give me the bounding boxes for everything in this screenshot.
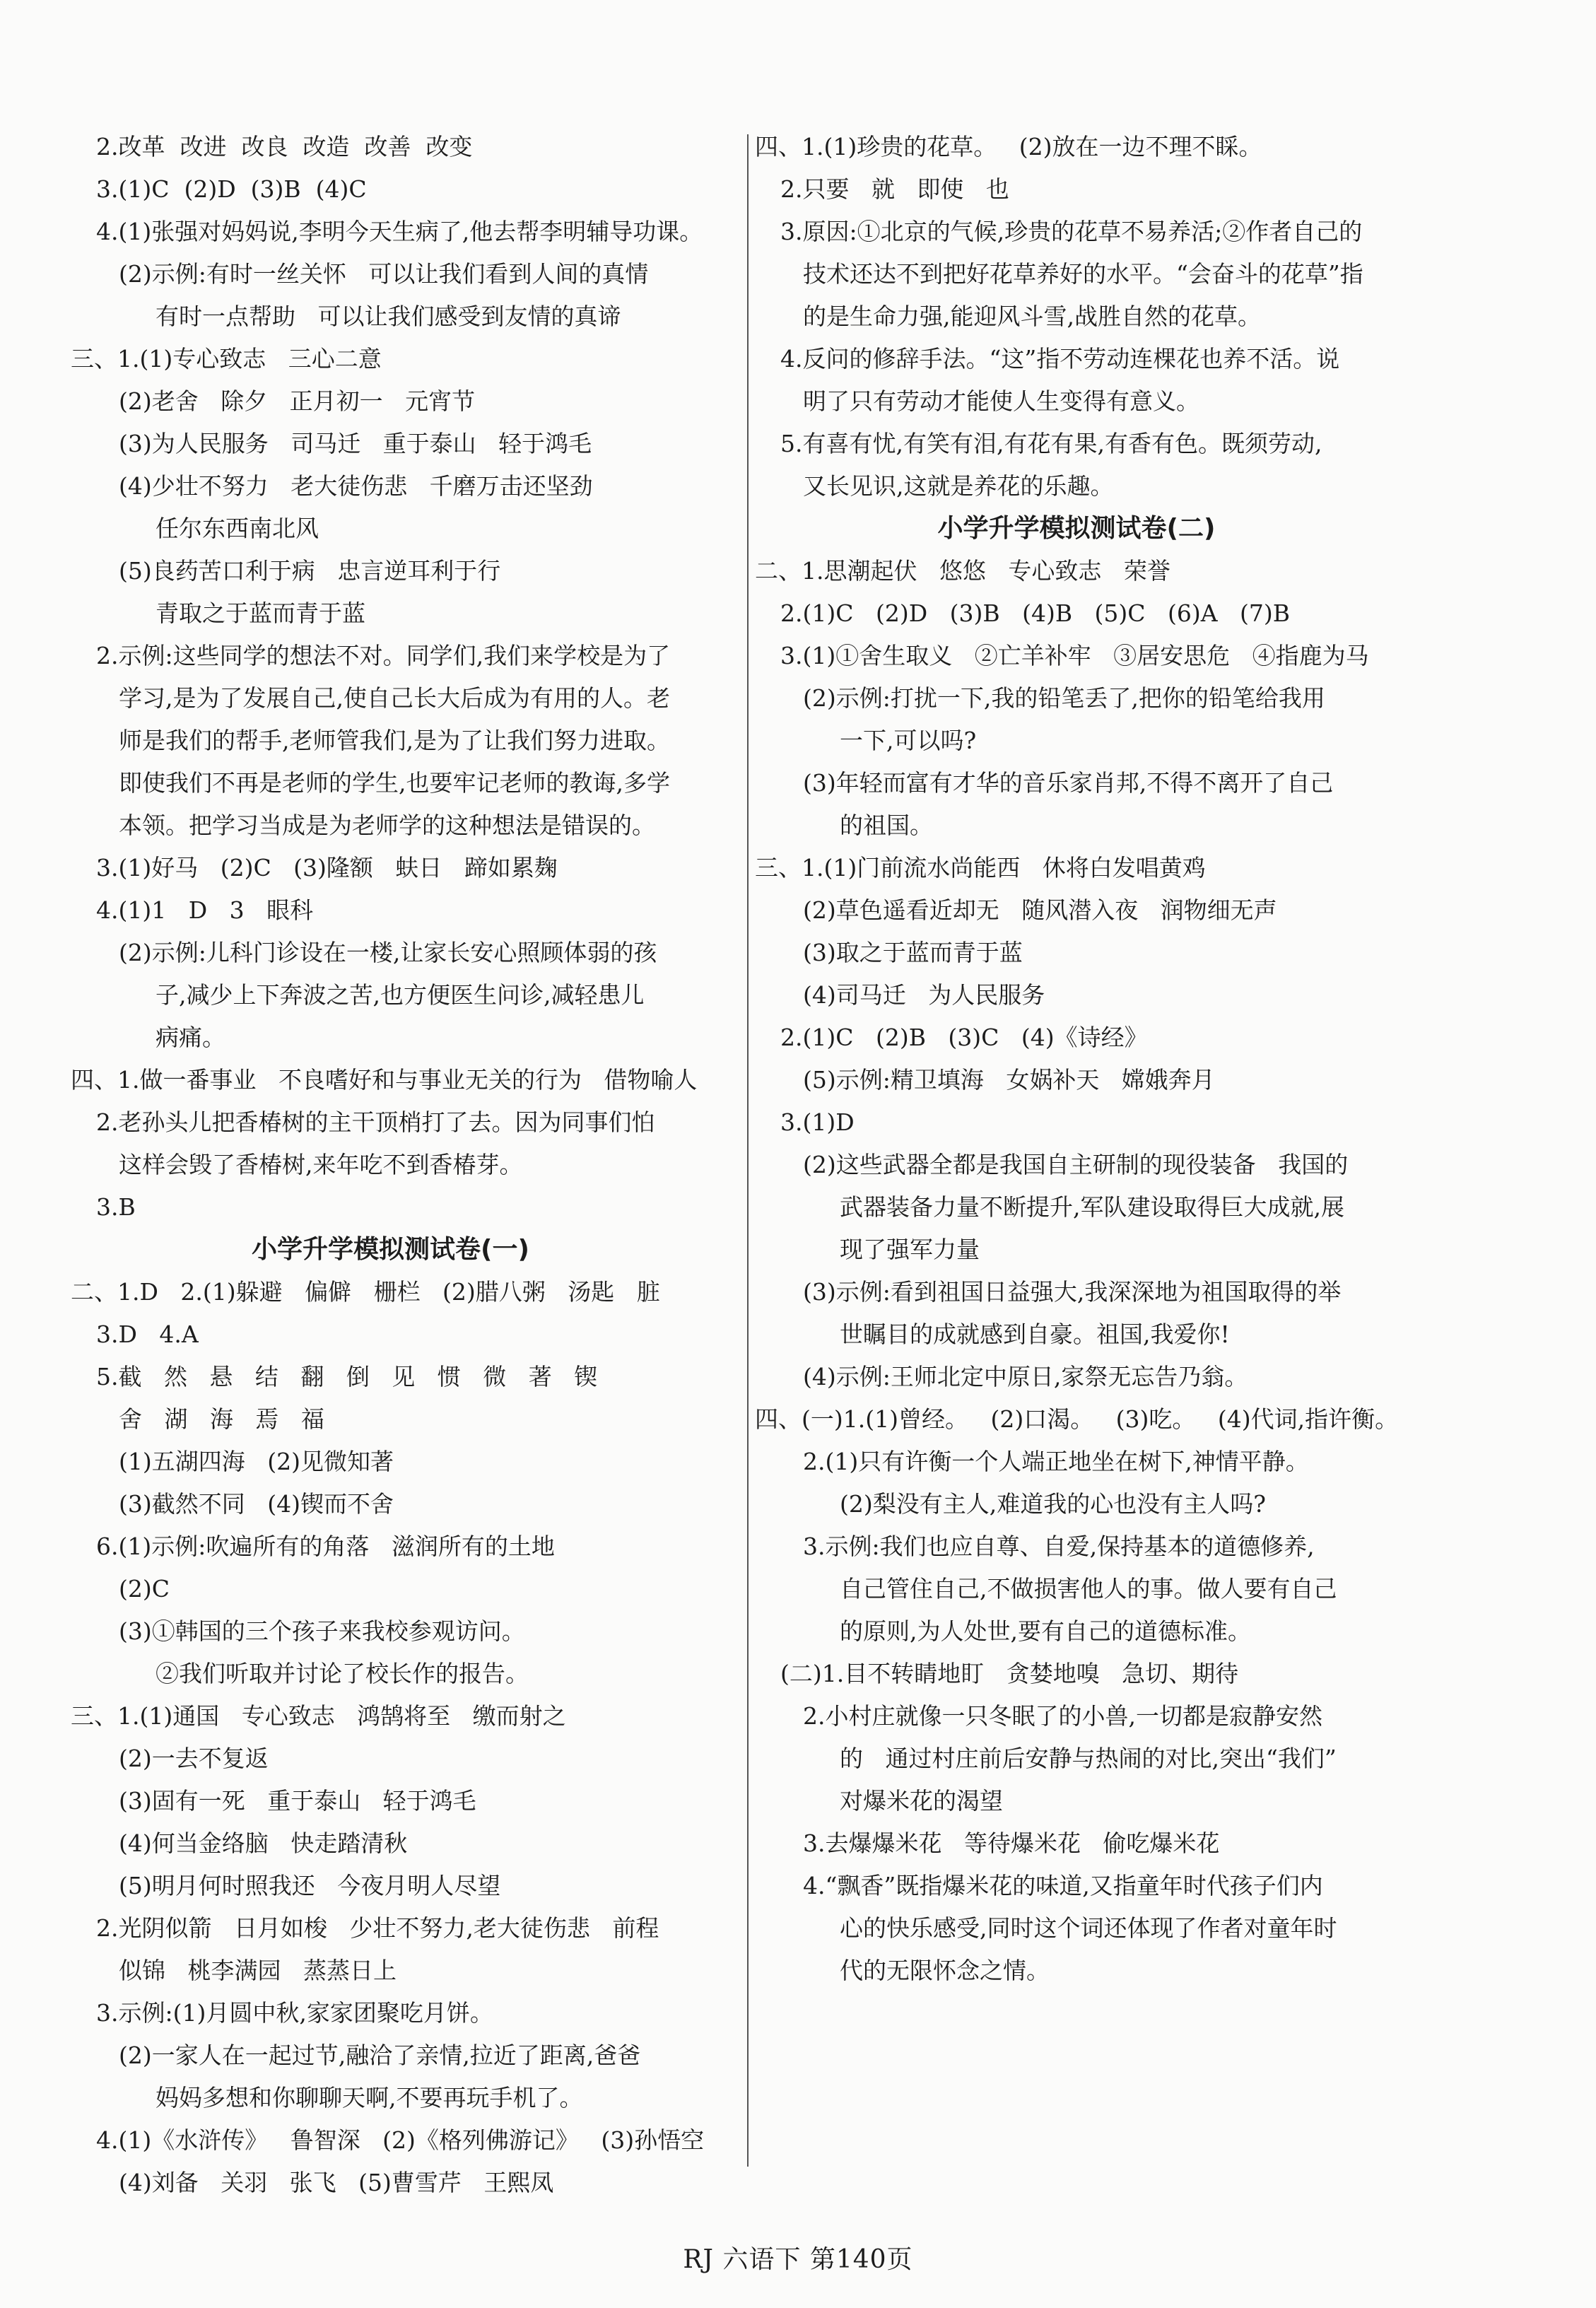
- answer-line: 5.有喜有忧,有笑有泪,有花有果,有香有色。既须劳动,: [780, 430, 1322, 457]
- answer-line: 三、1.(1)通国 专心致志 鸿鹄将至 缴而射之: [71, 1702, 566, 1730]
- answer-line: 3.去爆爆米花 等待爆米花 偷吃爆米花: [803, 1829, 1220, 1857]
- answer-line: 子,减少上下奔波之苦,也方便医生问诊,减轻患儿: [156, 981, 645, 1009]
- answer-line: (2)示例:有时一丝关怀 可以让我们看到人间的真情: [119, 260, 649, 288]
- answer-line: 对爆米花的渴望: [840, 1787, 1003, 1815]
- answer-line: 4.(1)1 D 3 眼科: [96, 896, 314, 924]
- answer-line: 3.(1)①舍生取义 ②亡羊补牢 ③居安思危 ④指鹿为马: [780, 642, 1369, 669]
- answer-line: 2.(1)只有许衡一个人端正地坐在树下,神情平静。: [803, 1448, 1309, 1475]
- answer-line: (2)示例:打扰一下,我的铅笔丢了,把你的铅笔给我用: [803, 684, 1325, 712]
- answer-line: 3.(1)C (2)D (3)B (4)C: [96, 175, 367, 203]
- answer-line: 这样会毁了香椿树,来年吃不到香椿芽。: [119, 1151, 523, 1178]
- answer-line: 代的无限怀念之情。: [840, 1957, 1050, 1984]
- answer-line: 又长见识,这就是养花的乐趣。: [803, 472, 1114, 500]
- answer-line: 5.截 然 悬 结 翻 倒 见 惯 微 著 锲: [96, 1363, 598, 1390]
- answer-line: 的 通过村庄前后安静与热闹的对比,突出“我们”: [840, 1745, 1337, 1772]
- answer-line: (2)一去不复返: [119, 1745, 269, 1772]
- answer-line: (4)少壮不努力 老大徒伤悲 千磨万击还坚劲: [119, 472, 593, 500]
- answer-line: 世瞩目的成就感到自豪。祖国,我爱你!: [840, 1320, 1230, 1348]
- answer-line: 2.光阴似箭 日月如梭 少壮不努力,老大徒伤悲 前程: [96, 1914, 659, 1942]
- answer-line: (二)1.目不转睛地盯 贪婪地嗅 急切、期待: [780, 1660, 1239, 1687]
- answer-line: (3)截然不同 (4)锲而不舍: [119, 1490, 394, 1518]
- answer-line: 似锦 桃李满园 蒸蒸日上: [119, 1957, 397, 1984]
- answer-line: 二、1.思潮起伏 悠悠 专心致志 荣誉: [755, 557, 1170, 585]
- section-title: 小学升学模拟测试卷(一): [252, 1235, 529, 1264]
- answer-line: 本领。把学习当成是为老师学的这种想法是错误的。: [119, 812, 655, 839]
- answer-line: 技术还达不到把好花草养好的水平。“会奋斗的花草”指: [803, 260, 1363, 288]
- column-divider: [747, 134, 749, 2167]
- page-footer: RJ 六语下 第140页: [683, 2245, 913, 2274]
- answer-line: 的原则,为人处世,要有自己的道德标准。: [840, 1617, 1251, 1645]
- answer-line: 2.小村庄就像一只冬眠了的小兽,一切都是寂静安然: [803, 1702, 1322, 1730]
- answer-line: (1)五湖四海 (2)见微知著: [119, 1448, 394, 1475]
- answer-line: 2.只要 就 即使 也: [780, 175, 1009, 203]
- answer-line: (2)示例:儿科门诊设在一楼,让家长安心照顾体弱的孩: [119, 939, 657, 966]
- answer-line: 妈妈多想和你聊聊天啊,不要再玩手机了。: [156, 2084, 583, 2111]
- answer-line: 师是我们的帮手,老师管我们,是为了让我们努力进取。: [119, 727, 670, 754]
- answer-line: 现了强军力量: [840, 1236, 980, 1263]
- answer-line: ②我们听取并讨论了校长作的报告。: [156, 1660, 529, 1687]
- answer-line: (4)示例:王师北定中原日,家祭无忘告乃翁。: [803, 1363, 1248, 1390]
- answer-line: 自己管住自己,不做损害他人的事。做人要有自己: [840, 1575, 1337, 1603]
- answer-line: 3.原因:①北京的气候,珍贵的花草不易养活;②作者自己的: [780, 218, 1363, 245]
- answer-line: 3.示例:我们也应自尊、自爱,保持基本的道德修养,: [803, 1533, 1315, 1560]
- answer-line: 的是生命力强,能迎风斗雪,战胜自然的花草。: [803, 303, 1261, 330]
- answer-line: (4)何当金络脑 快走踏清秋: [119, 1829, 408, 1857]
- answer-line: 2.(1)C (2)B (3)C (4)《诗经》: [780, 1024, 1148, 1051]
- answer-line: (5)良药苦口利于病 忠言逆耳利于行: [119, 557, 501, 585]
- answer-line: (5)明月何时照我还 今夜月明人尽望: [119, 1872, 501, 1899]
- answer-line: 舍 湖 海 焉 福: [119, 1405, 324, 1433]
- section-title: 小学升学模拟测试卷(二): [937, 514, 1216, 543]
- answer-line: (2)老舍 除夕 正月初一 元宵节: [119, 387, 476, 415]
- answer-line: 2.老孙头儿把香椿树的主干顶梢打了去。因为同事们怕: [96, 1108, 655, 1136]
- answer-line: 四、1.做一番事业 不良嗜好和与事业无关的行为 借物喻人: [71, 1066, 698, 1094]
- answer-line: (4)刘备 关羽 张飞 (5)曹雪芹 王熙凤: [119, 2169, 554, 2196]
- answer-line: 3.D 4.A: [96, 1320, 199, 1348]
- answer-line: (2)梨没有主人,难道我的心也没有主人吗?: [840, 1490, 1266, 1518]
- answer-line: (2)C: [119, 1575, 170, 1603]
- answer-line: 三、1.(1)专心致志 三心二意: [71, 345, 382, 373]
- answer-line: (2)草色遥看近却无 随风潜入夜 润物细无声: [803, 896, 1277, 924]
- answer-line: 的祖国。: [840, 812, 933, 839]
- answer-line: (2)一家人在一起过节,融洽了亲情,拉近了距离,爸爸: [119, 2042, 641, 2069]
- answer-line: 3.B: [96, 1193, 136, 1221]
- left-answer-column: [71, 126, 739, 2204]
- answer-line: 2.示例:这些同学的想法不对。同学们,我们来学校是为了: [96, 642, 671, 669]
- answer-line: 4.反问的修辞手法。“这”指不劳动连棵花也养不活。说: [780, 345, 1340, 373]
- answer-line: (4)司马迁 为人民服务: [803, 981, 1045, 1009]
- answer-line: 6.(1)示例:吹遍所有的角落 滋润所有的土地: [96, 1533, 555, 1560]
- answer-line: 3.示例:(1)月圆中秋,家家团聚吃月饼。: [96, 1999, 493, 2027]
- answer-line: 3.(1)好马 (2)C (3)隆额 蚨日 蹄如累麹: [96, 854, 558, 881]
- answer-line: (3)为人民服务 司马迁 重于泰山 轻于鸿毛: [119, 430, 592, 457]
- answer-line: 即使我们不再是老师的学生,也要牢记老师的教诲,多学: [119, 769, 670, 797]
- right-answer-column: [755, 126, 1426, 1992]
- answer-line: 4.“飘香”既指爆米花的味道,又指童年时代孩子们内: [803, 1872, 1323, 1899]
- answer-line: 任尔东西南北风: [156, 515, 319, 542]
- answer-line: 病痛。: [156, 1024, 225, 1051]
- answer-line: 青取之于蓝而青于蓝: [156, 599, 365, 627]
- answer-line: 明了只有劳动才能使人生变得有意义。: [803, 387, 1199, 415]
- answer-line: 4.(1)张强对妈妈说,李明今天生病了,他去帮李明辅导功课。: [96, 218, 703, 245]
- answer-line: 三、1.(1)门前流水尚能西 休将白发唱黄鸡: [755, 854, 1206, 881]
- answer-line: (5)示例:精卫填海 女娲补天 嫦娥奔月: [803, 1066, 1215, 1094]
- answer-line: (3)固有一死 重于泰山 轻于鸿毛: [119, 1787, 476, 1815]
- answer-line: 学习,是为了发展自己,使自己长大后成为有用的人。老: [119, 684, 670, 712]
- answer-line: 2.改革 改进 改良 改造 改善 改变: [96, 133, 473, 160]
- answer-line: 2.(1)C (2)D (3)B (4)B (5)C (6)A (7)B: [780, 599, 1291, 627]
- answer-line: (3)年轻而富有才华的音乐家肖邦,不得不离开了自己: [803, 769, 1334, 797]
- answer-line: 二、1.D 2.(1)躲避 偏僻 栅栏 (2)腊八粥 汤匙 脏: [71, 1278, 660, 1306]
- answer-line: 有时一点帮助 可以让我们感受到友情的真谛: [156, 303, 621, 330]
- answer-line: 心的快乐感受,同时这个词还体现了作者对童年时: [840, 1914, 1337, 1942]
- answer-line: 一下,可以吗?: [840, 727, 977, 754]
- answer-line: 四、1.(1)珍贵的花草。 (2)放在一边不理不睬。: [755, 133, 1262, 160]
- answer-line: (3)①韩国的三个孩子来我校参观访问。: [119, 1617, 525, 1645]
- answer-line: 3.(1)D: [780, 1108, 855, 1136]
- answer-line: 四、(一)1.(1)曾经。 (2)口渴。 (3)吃。 (4)代词,指许衡。: [755, 1405, 1399, 1433]
- answer-line: (3)示例:看到祖国日益强大,我深深地为祖国取得的举: [803, 1278, 1342, 1306]
- answer-line: 4.(1)《水浒传》 鲁智深 (2)《格列佛游记》 (3)孙悟空: [96, 2126, 705, 2154]
- answer-line: (3)取之于蓝而青于蓝: [803, 939, 1023, 966]
- answer-line: (2)这些武器全都是我国自主研制的现役装备 我国的: [803, 1151, 1349, 1178]
- answer-line: 武器装备力量不断提升,军队建设取得巨大成就,展: [840, 1193, 1344, 1221]
